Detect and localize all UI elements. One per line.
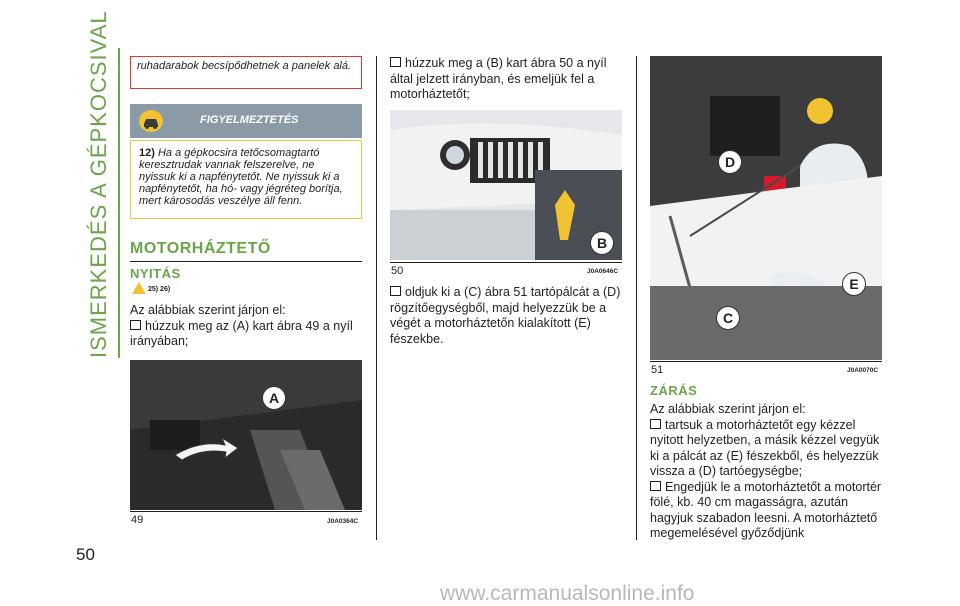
figure-50-rule (390, 262, 622, 263)
warning-text: ruhadarabok becsípődhetnek a panelek alá. (137, 60, 352, 72)
page-number: 50 (76, 545, 95, 564)
figure-51-rule (650, 361, 882, 362)
callout-c: C (716, 306, 740, 330)
figure-50-photo (390, 110, 622, 260)
step-text: húzzuk meg az (A) kart ábra 49 a nyíl irányában; (130, 318, 353, 348)
step-text: Engedjük le a motorháztetőt a motortér fölé, kb. 40 cm magasságra, azután hagyjuk szabadon leesni. A motorháztető megemelésével győződjünk (650, 479, 882, 540)
figyelmeztetes-note (130, 140, 362, 219)
step-item (650, 480, 882, 542)
closing-title: ZÁRÁS (650, 383, 698, 398)
intro-text: Az alábbiak szerint járjon el: (130, 303, 286, 317)
step-item (650, 418, 882, 480)
callout-a: A (262, 386, 286, 410)
figure-51-code: J0A0070C (847, 367, 879, 374)
figyelmeztetes-bar (130, 104, 362, 138)
checkbox-icon (390, 286, 401, 296)
warning-triangle-icon (132, 282, 146, 294)
figure-49-photo (130, 360, 362, 510)
checkbox-icon (390, 57, 401, 67)
figyelmeztetes-label: FIGYELMEZTETÉS (200, 114, 299, 126)
checkbox-icon (130, 320, 141, 330)
step-text: húzzuk meg a (B) kart ábra 50 a nyíl által jelzett irányban, és emeljük fel a motorháztetőt; (390, 56, 607, 101)
step-text: oldjuk ki a (C) ábra 51 tartópálcát a (D) rögzítőegységből, majd helyezzük be a végét a motorháztetőn kialakított (E) fészekbe. (390, 285, 621, 346)
reference-numbers: 25) 26) (148, 286, 171, 293)
figure-49-number: 49 (131, 514, 144, 526)
step-text: tartsuk a motorháztetőt egy kézzel nyitott helyzetben, a másik kézzel vegyük ki a pálcát az (E) fészekből, és helyezzük vissza a (D) tartóegységbe; (650, 417, 880, 478)
column-divider-1 (376, 56, 377, 540)
checkbox-icon (650, 481, 661, 491)
intro-text: Az alábbiak szerint járjon el: (650, 402, 806, 416)
col2-step2 (390, 56, 622, 103)
figure-51-number: 51 (651, 364, 664, 376)
sidebar-chapter (84, 10, 114, 358)
checkbox-icon (650, 419, 661, 429)
callout-e: E (842, 272, 866, 296)
chapter-title: ISMERKEDÉS A GÉPKOCSIVAL (86, 10, 111, 358)
step-item (130, 319, 362, 350)
section-title: MOTORHÁZTETŐ (130, 240, 362, 262)
figure-49-code: J0A0364C (327, 518, 359, 525)
column-divider-2 (636, 56, 637, 540)
chapter-rule (118, 48, 120, 358)
figure-50-code: J0A0646C (587, 268, 619, 275)
warning-box (130, 56, 362, 89)
car-warning-icon (139, 110, 163, 132)
figure-50-number: 50 (391, 265, 404, 277)
col3-text (650, 402, 882, 542)
col2-step3 (390, 285, 622, 347)
figure-49-rule (130, 511, 362, 512)
callout-b: B (590, 231, 614, 255)
callout-d: D (718, 150, 742, 174)
figure-51-photo (650, 56, 882, 360)
col1-text (130, 303, 362, 350)
watermark: www.carmanualsonline.info (440, 582, 695, 605)
note-number: 12) (139, 147, 155, 159)
note-text: Ha a gépkocsira tetőcsomagtartó keresztrudak vannak felszerelve, ne nyissuk ki a napfénytetőt. Ne nyissuk ki a napfénytetőt, ha hó- vagy jégréteg borítja, mert károsodás veszélye áll fenn. (139, 147, 343, 207)
subsection-title: NYITÁS (130, 266, 181, 281)
